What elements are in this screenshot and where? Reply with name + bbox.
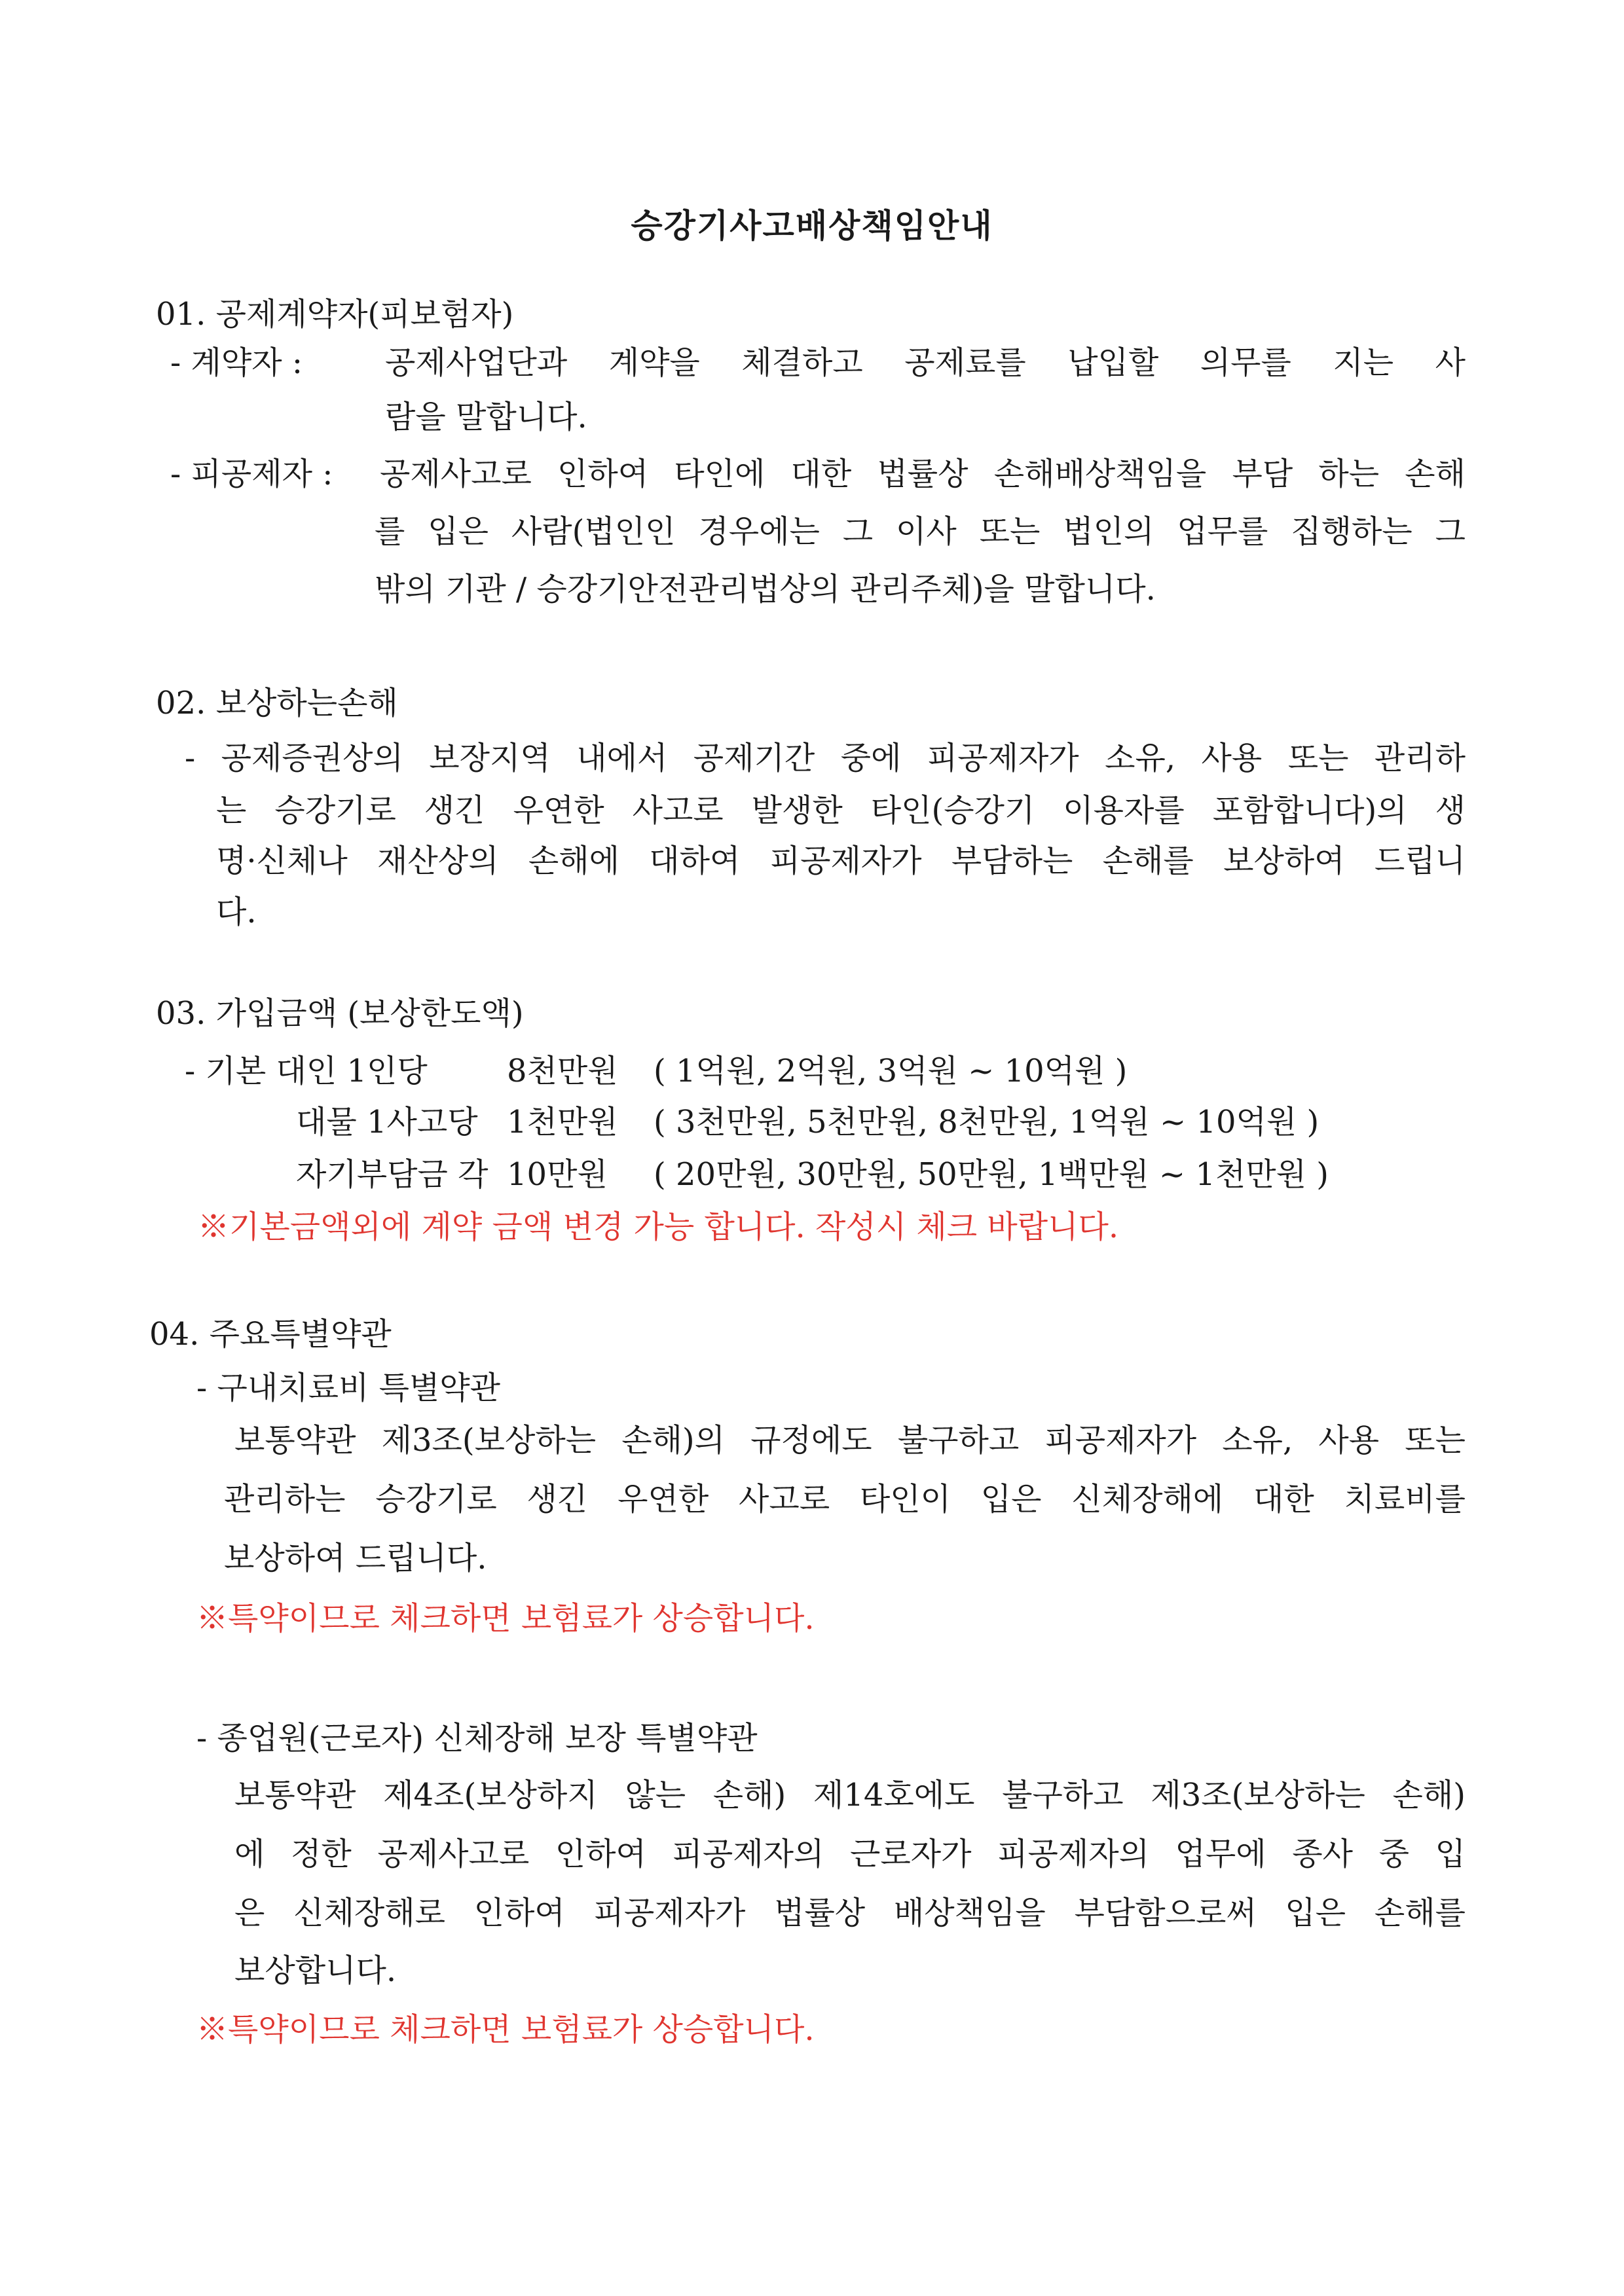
coverage-note: ※기본금액외에 계약 금액 변경 가능 합니다. 작성시 체크 바랍니다. (198, 1209, 1119, 1245)
coverage-row-1-amount: 8천만원 (507, 1053, 618, 1089)
insured-text-line-1: 공제사고로 인하여 타인에 대한 법률상 손해배상책임을 부담 하는 손해 (380, 456, 1466, 492)
special-clause-2-line-4: 보상합니다. (234, 1952, 397, 1989)
special-clause-1-line-3: 보상하여 드립니다. (224, 1540, 487, 1576)
section-2-line-2: 는 승강기로 생긴 우연한 사고로 발생한 타인(승강기 이용자를 포함합니다)의 생 (216, 792, 1466, 829)
special-clause-2-line-1: 보통약관 제4조(보상하지 않는 손해) 제14호에도 불구하고 제3조(보상하는 손해) (234, 1777, 1466, 1813)
special-clause-1-title: - 구내치료비 특별약관 (196, 1370, 501, 1406)
coverage-row-3-options: ( 20만원, 30만원, 50만원, 1백만원 ~ 1천만원 ) (654, 1156, 1329, 1193)
insured-label: - 피공제자 : (170, 456, 333, 492)
special-clause-1-line-1: 보통약관 제3조(보상하는 손해)의 규정에도 불구하고 피공제자가 소유, 사용 또는 (234, 1422, 1466, 1459)
document-title: 승강기사고배상책임안내 (631, 206, 993, 245)
section-1-heading: 01. 공제계약자(피보험자) (156, 296, 514, 333)
coverage-row-3-label: 자기부담금 각 (296, 1156, 489, 1193)
special-clause-1-note: ※특약이므로 체크하면 보험료가 상승합니다. (196, 1600, 815, 1637)
coverage-row-2-label: 대물 1사고당 (296, 1104, 478, 1140)
coverage-row-2-options: ( 3천만원, 5천만원, 8천만원, 1억원 ~ 10억원 ) (654, 1104, 1320, 1140)
section-2-line-1: - 공제증권상의 보장지역 내에서 공제기간 중에 피공제자가 소유, 사용 또는 관리하 (185, 740, 1466, 776)
section-2-line-3: 명·신체나 재산상의 손해에 대하여 피공제자가 부담하는 손해를 보상하여 드립니 (216, 843, 1466, 879)
contractor-text-line-2: 람을 말합니다. (385, 399, 587, 435)
insured-text-line-2: 를 입은 사람(법인인 경우에는 그 이사 또는 법인의 업무를 집행하는 그 (375, 513, 1466, 550)
section-3-heading: 03. 가입금액 (보상한도액) (156, 995, 524, 1032)
insured-text-line-3: 밖의 기관 / 승강기안전관리법상의 관리주체)을 말합니다. (375, 571, 1156, 608)
special-clause-2-title: - 종업원(근로자) 신체장해 보장 특별약관 (196, 1720, 758, 1757)
special-clause-1-line-2: 관리하는 승강기로 생긴 우연한 사고로 타인이 입은 신체장해에 대한 치료비를 (224, 1481, 1466, 1518)
coverage-row-2-amount: 1천만원 (507, 1104, 618, 1140)
coverage-row-1-label: - 기본 대인 1인당 (185, 1053, 428, 1089)
special-clause-2-note: ※특약이므로 체크하면 보험료가 상승합니다. (196, 2011, 815, 2048)
coverage-row-3-amount: 10만원 (507, 1156, 608, 1193)
special-clause-2-line-3: 은 신체장해로 인하여 피공제자가 법률상 배상책임을 부담함으로써 입은 손해를 (234, 1895, 1466, 1931)
section-2-line-4: 다. (216, 894, 257, 930)
contractor-text-line-1: 공제사업단과 계약을 체결하고 공제료를 납입할 의무를 지는 사 (385, 344, 1466, 381)
special-clause-2-line-2: 에 정한 공제사고로 인하여 피공제자의 근로자가 피공제자의 업무에 종사 중 입 (234, 1836, 1466, 1872)
contractor-label: - 계약자 : (170, 344, 303, 381)
coverage-row-1-options: ( 1억원, 2억원, 3억원 ~ 10억원 ) (654, 1053, 1128, 1089)
section-2-heading: 02. 보상하는손해 (156, 685, 398, 721)
section-4-heading: 04. 주요특별약관 (149, 1316, 392, 1353)
